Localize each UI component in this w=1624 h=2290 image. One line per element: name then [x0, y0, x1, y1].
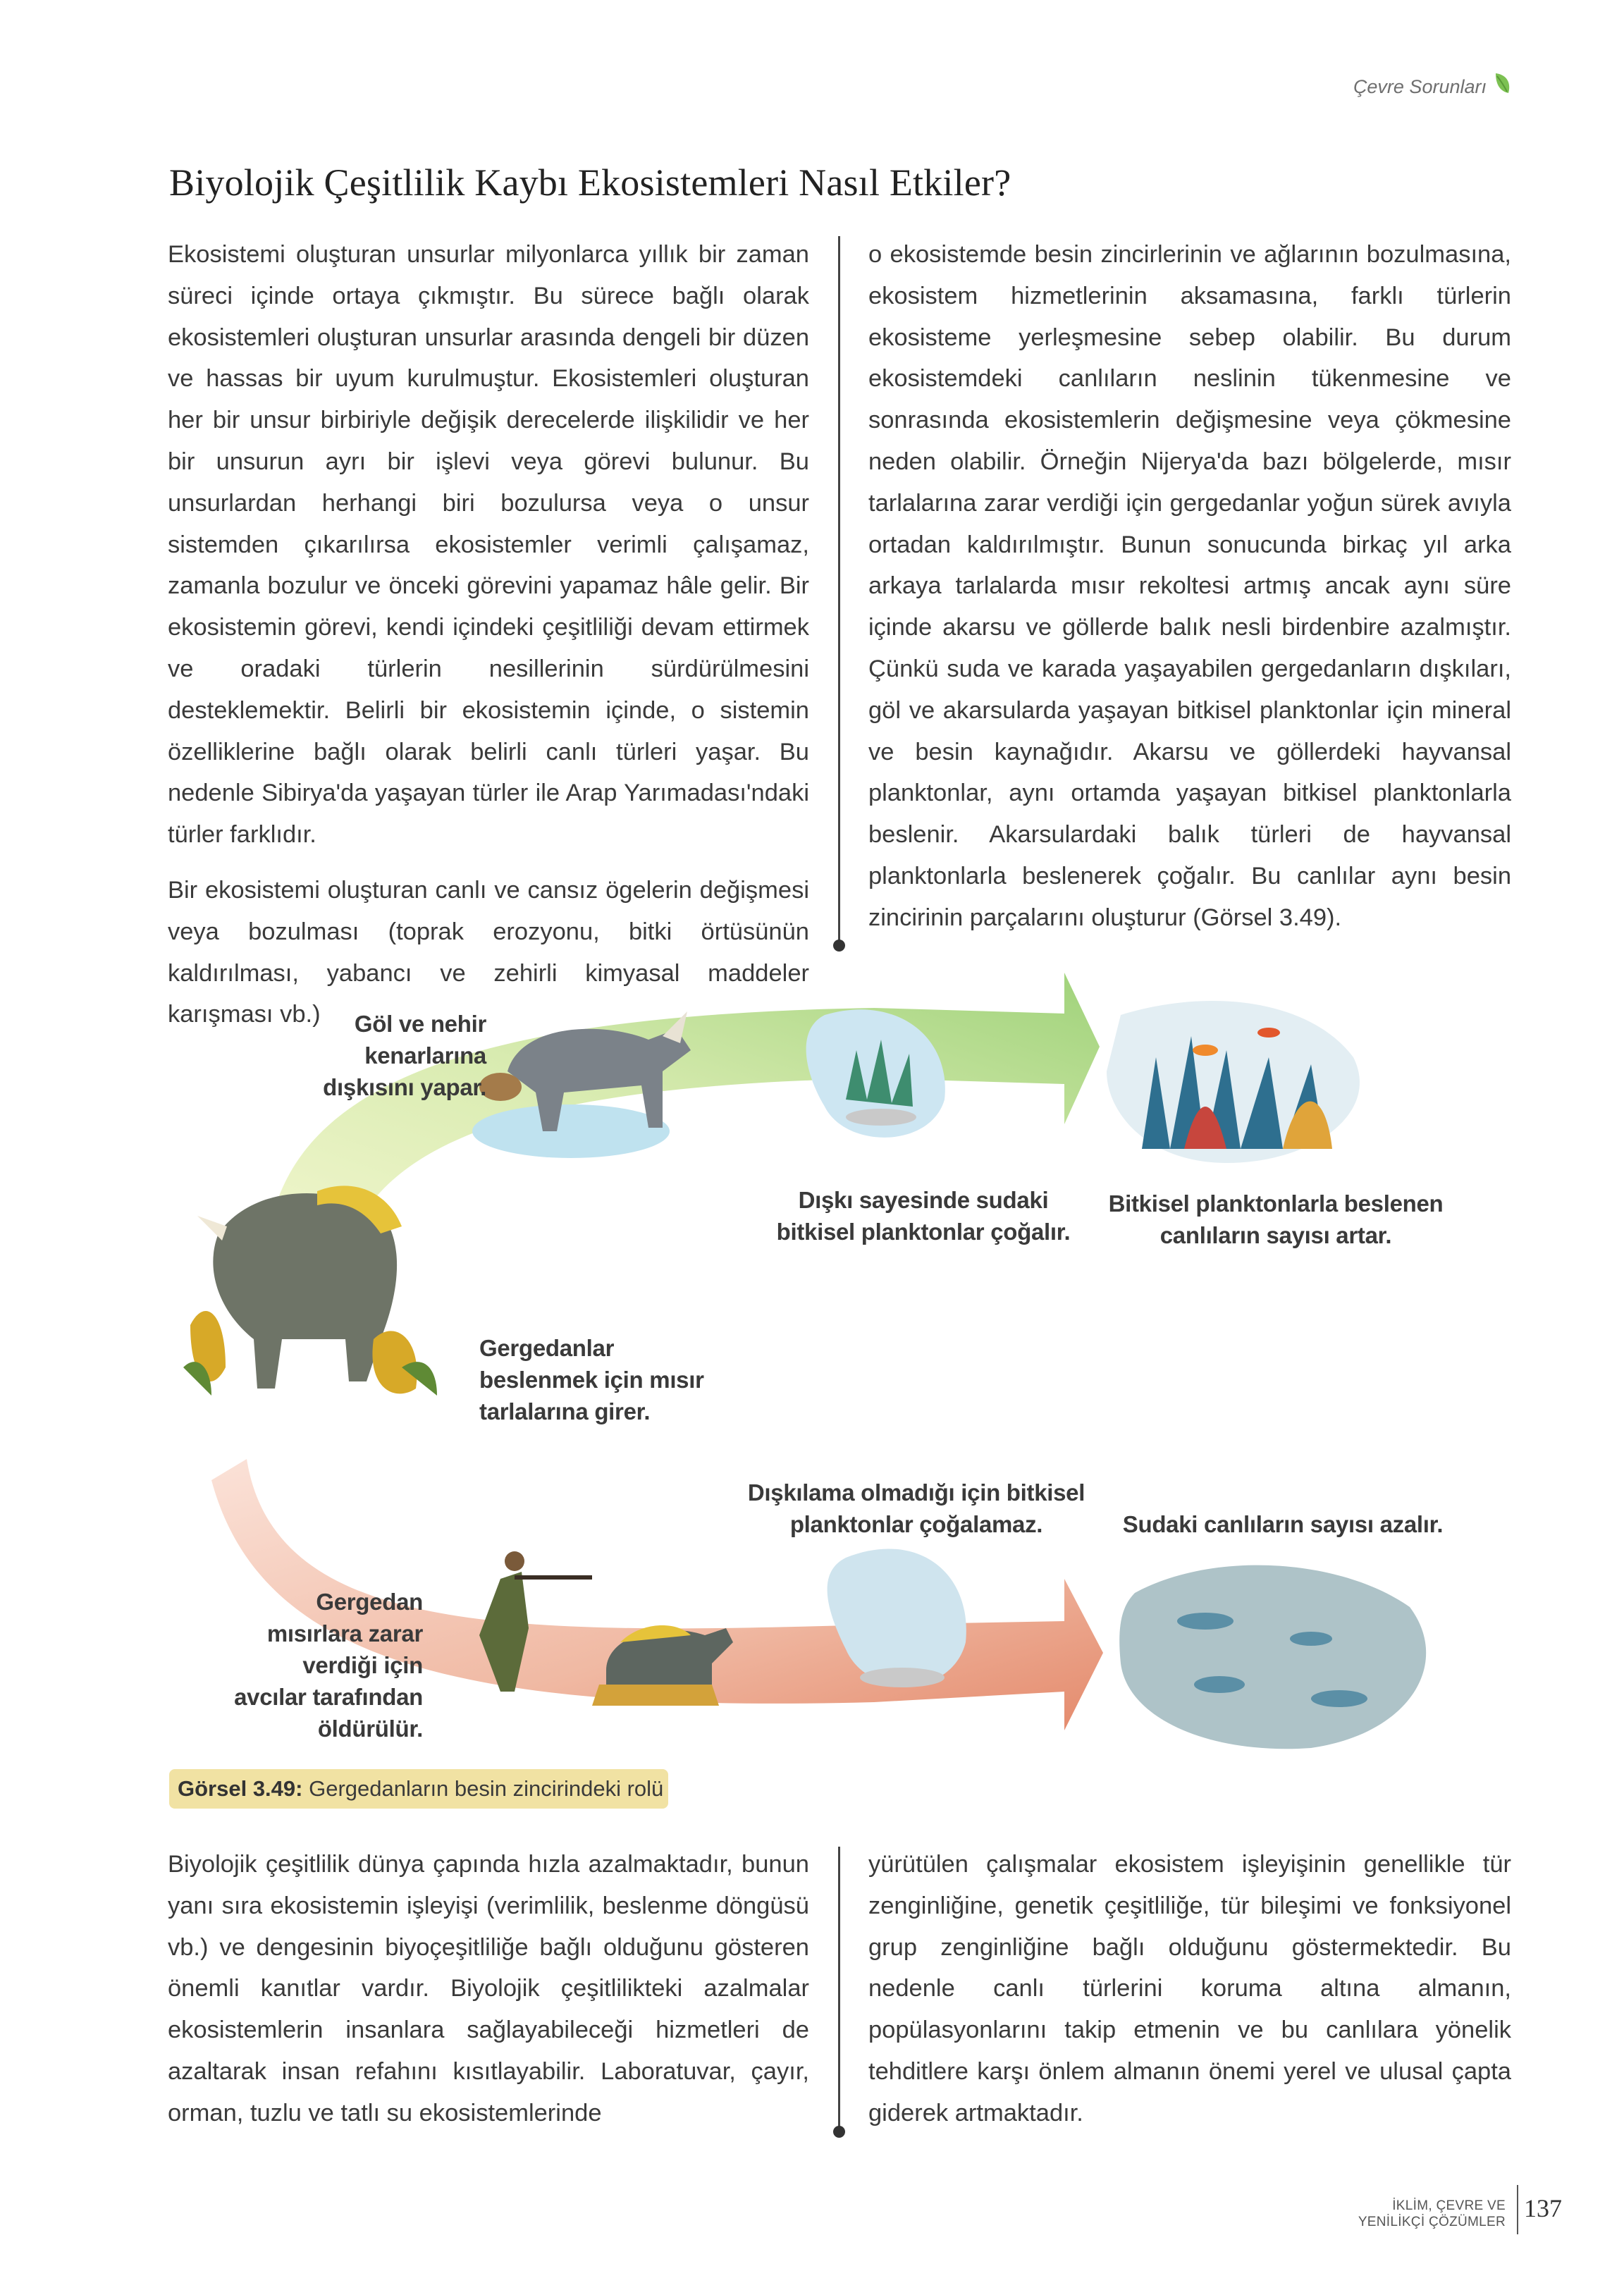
paragraph: o ekosistemde besin zincirlerinin ve ağlarının bozulmasına, ekosistem hizmetlerinin aksamasına, farklı türlerin ekosisteme yerleşmesine sebep olabilir. Bu durum ekosistemdeki canlıların neslinin tükenmesine ve sonrasında ekosistemlerin değişmesine veya çökmesine neden olabilir. Örneğin Nijerya'da bazı bölgelerde, mısır tarlalarına zarar verdiği için gergedanlar yoğun sürek avıyla ortadan kaldırılmıştır. Bunun sonucunda birkaç yıl arka arkaya tarlalarda mısır rekoltesi artmış ancak aynı süre içinde akarsu ve göllerde balık nesli birdenbire azalmıştır. Çünkü suda ve karada yaşayabilen gergedanların dışkıları, göl ve akarsularda yaşayan bitkisel planktonlar için mineral ve besin kaynağıdır. Akarsu ve göllerdeki hayvansal planktonlar, aynı ortamda yaşayan bitkisel planktonlarla beslenir. Akarsulardaki balık türleri de hayvansal planktonlarla beslenerek çoğalır. Bu canlılar aynı besin zincirinin parçalarını oluşturur (Görsel 3.49). — [868, 241, 1511, 931]
text-column-right-bottom — [868, 1844, 1511, 2148]
text-column-left-top — [168, 234, 809, 1049]
label-rhinos-enter-fields: Gergedanlar beslenmek için mısır tarlalarına girer. — [479, 1335, 704, 1424]
label-lake-defecation: Göl ve nehir kenarlarına dışkısını yapar. — [323, 1011, 486, 1100]
column-divider — [838, 1847, 840, 2130]
paragraph: yürütülen çalışmalar ekosistem işleyişinin genellikle tür zenginliğine, genetik çeşitliliğe, tür bileşimi ve fonksiyonel grup zenginliğine bağlı olduğunu göstermektedir. Bu nedenle canlı türlerini koruma altına almanın, popülasyonlarını takip etmenin ve bu canlılara yönelik tehditlere karşı önlem almanın önemi yerel ve ulusal çapta giderek artmaktadır. — [868, 1851, 1511, 2126]
caption-label: Görsel 3.49: — [178, 1776, 303, 1801]
label-plankton-cannot-grow: Dışkılama olmadığı için bitkisel planktonlar çoğalamaz. — [747, 1479, 1085, 1537]
footer-divider — [1517, 2185, 1518, 2234]
label-rhino-hunted: Gergedan mısırlara zarar verdiği için avcılar tarafından öldürülür. — [234, 1589, 423, 1742]
label-water-life-decreases: Sudaki canlıların sayısı azalır. — [1122, 1511, 1444, 1537]
rhino-in-cornfield-illustration — [183, 1186, 437, 1396]
book-title — [1358, 2198, 1506, 2230]
label-plankton-increase: Dışkı sayesinde sudaki bitkisel planktonlar çoğalır. — [776, 1187, 1071, 1245]
column-divider — [838, 236, 840, 944]
paragraph: Ekosistemi oluşturan unsurlar milyonlarca yıllık bir zaman süreci içinde ortaya çıkmıştır. Bu sürece bağlı olarak ekosistemleri oluşturan unsurlar arasında dengeli bir düzen ve hassas bir uyum kurulmuştur. Ekosistemleri oluşturan her bir unsur birbiriyle değişik derecelerde ilişkilidir ve her bir unsurun ayrı bir işlevi veya görevi bulunur. Bu unsurlardan herhangi biri bozulursa veya o unsur sistemden çıkarılırsa ekosistemler verimli çalışamaz, zamanla bozulur ve önceki görevini yapamaz hâle gelir. Bir ekosistemin görevi, kendi içindeki çeşitliliği devam ettirmek ve oradaki türlerin nesillerinin sürdürülmesini desteklemektir. Belirli bir ekosistemin içinde, o sistemin özelliklerine bağlı olarak belirli canlı türleri yaşar. Bu nedenle Sibirya'da yaşayan türler ile Arap Yarımadası'ndaki türler farklıdır. — [168, 241, 809, 849]
page-title: Biyolojik Çeşitlilik Kaybı Ekosistemleri Nasıl Etkiler? — [169, 161, 1011, 204]
text-column-right-top — [868, 234, 1511, 953]
caption-text: Gergedanların besin zincirindeki rolü — [309, 1776, 664, 1801]
paragraph: Bir ekosistemi oluşturan canlı ve cansız ögelerin değişmesi veya bozulması (toprak erozyonu, bitki örtüsünün kaldırılması, yabancı ve zehirli kimyasal maddeler karışması vb.) — [168, 876, 809, 1028]
coral-reef-illustration — [1107, 1001, 1360, 1163]
page-number: 137 — [1524, 2194, 1562, 2222]
food-chain-figure — [169, 973, 1466, 1755]
fish-pond-illustration — [1119, 1565, 1426, 1749]
label-feeders-increase: Bitkisel planktonlarla beslenen canlıların sayısı artar. — [1108, 1190, 1444, 1248]
divider-dot — [833, 2126, 845, 2138]
section-header: Çevre Sorunları — [1353, 76, 1487, 97]
leaf-icon — [1491, 70, 1513, 96]
text-column-left-bottom — [168, 1844, 809, 2148]
figure-caption — [169, 1769, 668, 1809]
book-title-line1: İKLİM, ÇEVRE VE — [1392, 2198, 1506, 2213]
book-title-line2: YENİLİKÇİ ÇÖZÜMLER — [1358, 2215, 1506, 2229]
divider-dot — [833, 940, 845, 952]
paragraph: Biyolojik çeşitlilik dünya çapında hızla azalmaktadır, bunun yanı sıra ekosistemin işleyişi (verimlilik, beslenme döngüsü vb.) ve dengesinin biyoçeşitliliğe bağlı olduğunu gösteren önemli kanıtlar vardır. Biyolojik çeşitlilikteki azalmalar ekosistemlerin insanlara sağlayabileceği hizmetleri de azaltarak insan refahını kısıtlayabilir. Laboratuvar, çayır, orman, tuzlu ve tatlı su ekosistemlerinde — [168, 1851, 809, 2126]
